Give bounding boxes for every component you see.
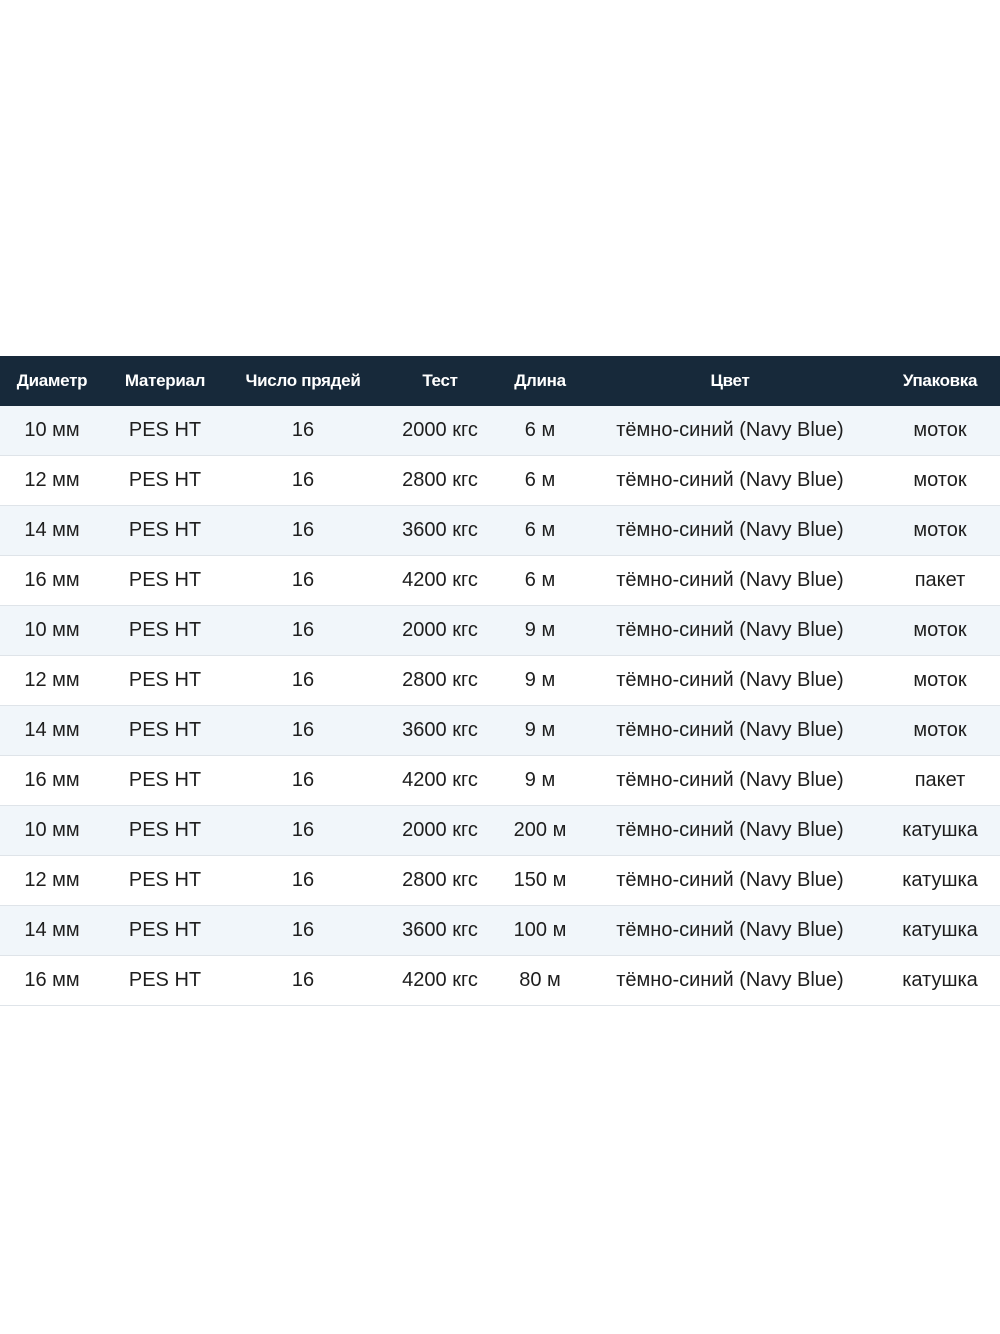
- cell-length: 80 м: [500, 956, 580, 1006]
- cell-diameter: 10 мм: [0, 806, 104, 856]
- table-row: [0, 856, 1000, 906]
- cell-length: 200 м: [500, 806, 580, 856]
- header-packaging: Упаковка: [880, 356, 1000, 406]
- spec-table: [0, 356, 1000, 1006]
- cell-length: 6 м: [500, 456, 580, 506]
- cell-diameter: 10 мм: [0, 606, 104, 656]
- table-row: [0, 406, 1000, 456]
- cell-packaging: катушка: [880, 906, 1000, 956]
- header-diameter: Диаметр: [0, 356, 104, 406]
- table-row: [0, 456, 1000, 506]
- cell-color: тёмно-синий (Navy Blue): [580, 506, 880, 556]
- table-row: [0, 906, 1000, 956]
- cell-strands: 16: [226, 856, 380, 906]
- table-row: [0, 756, 1000, 806]
- cell-diameter: 16 мм: [0, 756, 104, 806]
- cell-test: 3600 кгс: [380, 506, 500, 556]
- cell-diameter: 14 мм: [0, 506, 104, 556]
- cell-packaging: пакет: [880, 756, 1000, 806]
- cell-test: 2000 кгс: [380, 606, 500, 656]
- cell-material: PES HT: [104, 456, 226, 506]
- cell-material: PES HT: [104, 606, 226, 656]
- cell-packaging: катушка: [880, 806, 1000, 856]
- cell-diameter: 12 мм: [0, 856, 104, 906]
- header-strands: Число прядей: [226, 356, 380, 406]
- cell-strands: 16: [226, 406, 380, 456]
- cell-packaging: моток: [880, 606, 1000, 656]
- cell-length: 9 м: [500, 606, 580, 656]
- table-row: [0, 656, 1000, 706]
- cell-material: PES HT: [104, 906, 226, 956]
- header-material: Материал: [104, 356, 226, 406]
- cell-strands: 16: [226, 806, 380, 856]
- table-row: [0, 556, 1000, 606]
- cell-test: 4200 кгс: [380, 556, 500, 606]
- cell-color: тёмно-синий (Navy Blue): [580, 406, 880, 456]
- cell-diameter: 12 мм: [0, 656, 104, 706]
- cell-strands: 16: [226, 556, 380, 606]
- cell-packaging: моток: [880, 456, 1000, 506]
- cell-diameter: 10 мм: [0, 406, 104, 456]
- cell-length: 6 м: [500, 556, 580, 606]
- cell-test: 4200 кгс: [380, 956, 500, 1006]
- cell-packaging: катушка: [880, 856, 1000, 906]
- cell-test: 3600 кгс: [380, 706, 500, 756]
- cell-strands: 16: [226, 956, 380, 1006]
- cell-color: тёмно-синий (Navy Blue): [580, 656, 880, 706]
- cell-material: PES HT: [104, 806, 226, 856]
- cell-strands: 16: [226, 906, 380, 956]
- cell-strands: 16: [226, 606, 380, 656]
- cell-diameter: 12 мм: [0, 456, 104, 506]
- cell-material: PES HT: [104, 956, 226, 1006]
- cell-packaging: пакет: [880, 556, 1000, 606]
- cell-material: PES HT: [104, 656, 226, 706]
- header-test: Тест: [380, 356, 500, 406]
- cell-length: 6 м: [500, 406, 580, 456]
- table-header: [0, 356, 1000, 406]
- cell-test: 2800 кгс: [380, 656, 500, 706]
- header-row: [0, 356, 1000, 406]
- cell-material: PES HT: [104, 756, 226, 806]
- cell-material: PES HT: [104, 506, 226, 556]
- cell-packaging: моток: [880, 406, 1000, 456]
- cell-diameter: 16 мм: [0, 956, 104, 1006]
- header-length: Длина: [500, 356, 580, 406]
- cell-color: тёмно-синий (Navy Blue): [580, 706, 880, 756]
- cell-test: 4200 кгс: [380, 756, 500, 806]
- cell-packaging: моток: [880, 706, 1000, 756]
- cell-test: 2800 кгс: [380, 856, 500, 906]
- cell-test: 2000 кгс: [380, 806, 500, 856]
- cell-strands: 16: [226, 506, 380, 556]
- cell-color: тёмно-синий (Navy Blue): [580, 606, 880, 656]
- table-row: [0, 956, 1000, 1006]
- cell-length: 9 м: [500, 706, 580, 756]
- cell-strands: 16: [226, 456, 380, 506]
- cell-length: 9 м: [500, 756, 580, 806]
- cell-test: 3600 кгс: [380, 906, 500, 956]
- cell-length: 6 м: [500, 506, 580, 556]
- cell-material: PES HT: [104, 856, 226, 906]
- cell-color: тёмно-синий (Navy Blue): [580, 956, 880, 1006]
- cell-strands: 16: [226, 756, 380, 806]
- cell-color: тёмно-синий (Navy Blue): [580, 456, 880, 506]
- cell-packaging: катушка: [880, 956, 1000, 1006]
- table-row: [0, 506, 1000, 556]
- cell-length: 9 м: [500, 656, 580, 706]
- cell-test: 2800 кгс: [380, 456, 500, 506]
- cell-color: тёмно-синий (Navy Blue): [580, 556, 880, 606]
- cell-strands: 16: [226, 656, 380, 706]
- cell-color: тёмно-синий (Navy Blue): [580, 906, 880, 956]
- cell-color: тёмно-синий (Navy Blue): [580, 806, 880, 856]
- cell-packaging: моток: [880, 506, 1000, 556]
- cell-strands: 16: [226, 706, 380, 756]
- table-row: [0, 806, 1000, 856]
- table-body: [0, 406, 1000, 1006]
- cell-diameter: 14 мм: [0, 706, 104, 756]
- cell-packaging: моток: [880, 656, 1000, 706]
- cell-diameter: 16 мм: [0, 556, 104, 606]
- cell-material: PES HT: [104, 406, 226, 456]
- cell-material: PES HT: [104, 556, 226, 606]
- cell-diameter: 14 мм: [0, 906, 104, 956]
- cell-material: PES HT: [104, 706, 226, 756]
- cell-color: тёмно-синий (Navy Blue): [580, 756, 880, 806]
- cell-color: тёмно-синий (Navy Blue): [580, 856, 880, 906]
- table-row: [0, 706, 1000, 756]
- header-color: Цвет: [580, 356, 880, 406]
- table-row: [0, 606, 1000, 656]
- cell-test: 2000 кгс: [380, 406, 500, 456]
- cell-length: 150 м: [500, 856, 580, 906]
- cell-length: 100 м: [500, 906, 580, 956]
